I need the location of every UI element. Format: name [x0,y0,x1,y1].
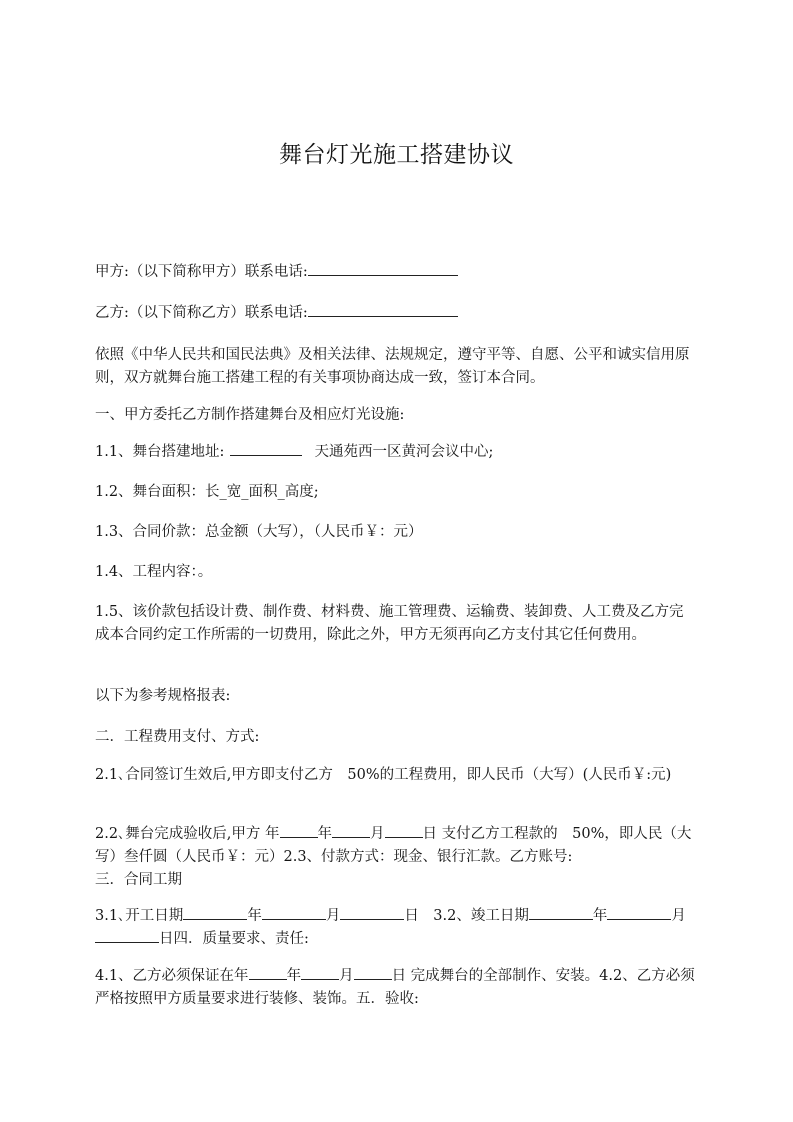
blank [529,905,593,920]
party-b-phone-blank [308,302,458,317]
item-4-year: 年 [286,968,302,984]
item-2-2-before: 2.2､舞台完成验收后,甲方 年 [95,826,280,842]
section-1-heading: 一、甲方委托乙方制作搭建舞台及相应灯光设施: [95,407,405,423]
item-1-1-label: 1.1、舞台搭建地址: [95,444,225,460]
blank [95,928,159,943]
item-2-2-month: 月 [370,826,385,842]
blank [183,905,247,920]
blank [332,823,370,838]
item-4 [95,965,697,1011]
item-3-year: 年 [247,908,262,924]
blank [280,823,318,838]
item-3-year2: 年 [592,908,608,924]
item-3 [95,905,697,951]
item-3-tail: 日四．质量要求、责任: [159,931,309,947]
item-4-start: 4.1、乙方必须保证在年 [95,968,249,984]
section-3-heading: 三．合同工期 [95,872,182,888]
item-1-1 [95,441,697,464]
item-1-1-blank [230,441,302,456]
blank [385,823,423,838]
item-2-2-year: 年 [317,826,333,842]
blank [301,965,339,980]
reference-table-note: 以下为参考规格报表: [95,688,231,704]
item-2-1: 2.1､合同签订生效后,甲方即支付乙方 50%的工程费用，即人民币（大写）(人民币￥:元) [95,767,672,783]
document-title: 舞台灯光施工搭建协议 [279,142,514,168]
party-a-label: 甲方:（以下简称甲方）联系电话: [95,264,308,280]
party-b-label: 乙方:（以下简称乙方）联系电话: [95,305,308,321]
item-2-2 [95,823,697,869]
party-a-line [95,261,697,284]
item-3-month: 月 [325,908,341,924]
item-3-end-label: 日 3.2、竣工日期 [404,908,529,924]
blank [607,905,671,920]
intro-paragraph: 依照《中华人民共和国民法典》及相关法律、法规规定，遵守平等、自愿、公平和诚实信用原则，双方就舞台施工搭建工程的有关事项协商达成一致，签订本合同。 [95,347,690,386]
section-2-heading: 二．工程费用支付、方式: [95,729,260,745]
item-1-2: 1.2、舞台面积：长_宽_面积_高度; [95,484,319,500]
item-4-tail: 日 完成舞台的全部制作、安装。4.2、乙方必须严格按照甲方质量要求进行装修、装饰。五．验收: [95,968,695,1007]
blank [249,965,287,980]
item-1-1-value: 天通苑西一区黄河会议中心; [314,444,494,460]
item-1-5: 1.5、该价款包括设计费、制作费、材料费、施工管理费、运输费、装卸费、人工费及乙方完成本合同约定工作所需的一切费用，除此之外，甲方无须再向乙方支付其它任何费用。 [95,604,684,643]
party-b-line [95,302,697,325]
blank [354,965,392,980]
blank [340,905,404,920]
item-4-month: 月 [339,968,354,984]
blank [262,905,326,920]
item-1-3: 1.3、合同价款：总金额（大写），（人民币￥：元） [95,524,423,540]
item-3-start-label: 3.1､开工日期 [95,908,184,924]
party-a-phone-blank [308,261,458,276]
item-2-2-after: 日 支付乙方工程款的 50%，即人民（大写）叁仟圆（人民币￥：元）2.3、付款方式：现金、银行汇款。乙方账号: [95,826,692,865]
item-1-4: 1.4、工程内容：。 [95,564,213,580]
item-3-month2: 月 [671,908,686,924]
